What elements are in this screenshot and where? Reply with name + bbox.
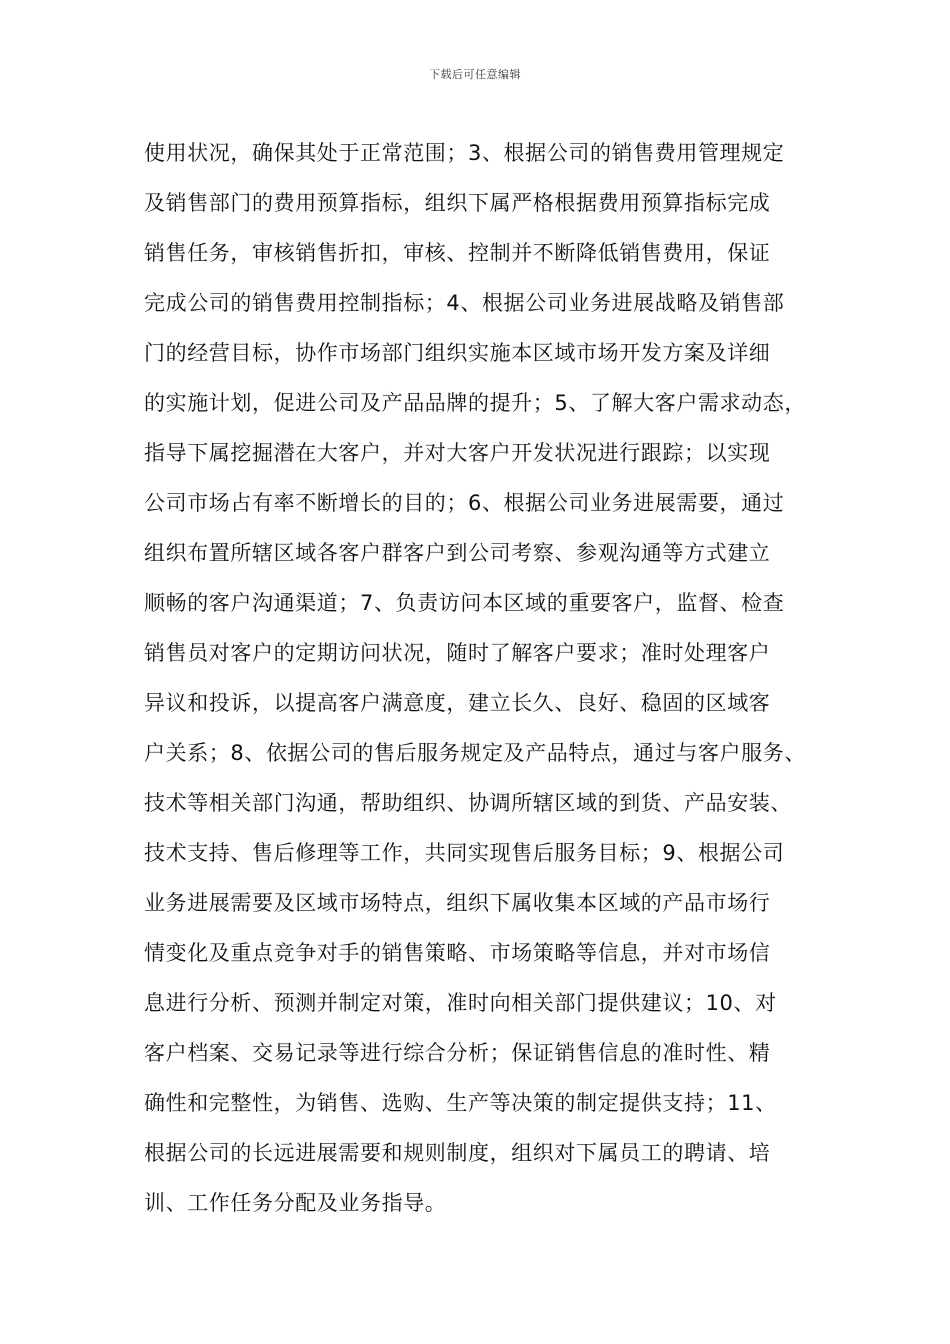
text-line: 技术支持、售后修理等工作，共同实现售后服务目标；9、根据公司 bbox=[144, 841, 785, 865]
text-line: 技术等相关部门沟通，帮助组织、协调所辖区域的到货、产品安装、 bbox=[144, 791, 792, 815]
text-line: 门的经营目标，协作市场部门组织实施本区域市场开发方案及详细 bbox=[144, 341, 771, 365]
text-line: 户关系；8、依据公司的售后服务规定及产品特点，通过与客户服务、 bbox=[144, 741, 806, 765]
text-line: 指导下属挖掘潜在大客户，并对大客户开发状况进行跟踪；以实现 bbox=[144, 441, 771, 465]
page-header: 下载后可任意编辑 bbox=[429, 68, 521, 81]
text-line: 完成公司的销售费用控制指标；4、根据公司业务进展战略及销售部 bbox=[144, 291, 785, 315]
text-line: 销售员对客户的定期访问状况，随时了解客户要求；准时处理客户 bbox=[144, 641, 771, 665]
text-line: 业务进展需要及区域市场特点，组织下属收集本区域的产品市场行 bbox=[144, 891, 771, 915]
text-line: 销售任务，审核销售折扣，审核、控制并不断降低销售费用，保证 bbox=[144, 241, 771, 265]
text-line: 及销售部门的费用预算指标，组织下属严格根据费用预算指标完成 bbox=[144, 191, 771, 215]
text-line: 根据公司的长远进展需要和规则制度，组织对下属员工的聘请、培 bbox=[144, 1141, 771, 1165]
text-line: 情变化及重点竞争对手的销售策略、市场策略等信息，并对市场信 bbox=[144, 941, 771, 965]
text-line: 的实施计划，促进公司及产品品牌的提升；5、了解大客户需求动态， bbox=[144, 391, 806, 415]
text-line: 顺畅的客户沟通渠道；7、负责访问本区域的重要客户，监督、检查 bbox=[144, 591, 785, 615]
text-line: 客户档案、交易记录等进行综合分析；保证销售信息的准时性、精 bbox=[144, 1041, 771, 1065]
text-line: 确性和完整性，为销售、选购、生产等决策的制定提供支持；11、 bbox=[144, 1091, 777, 1115]
text-line: 使用状况，确保其处于正常范围；3、根据公司的销售费用管理规定 bbox=[144, 141, 785, 165]
text-line: 异议和投诉，以提高客户满意度，建立长久、良好、稳固的区域客 bbox=[144, 691, 771, 715]
text-line: 公司市场占有率不断增长的目的；6、根据公司业务进展需要，通过 bbox=[144, 491, 785, 515]
text-line: 息进行分析、预测并制定对策，准时向相关部门提供建议；10、对 bbox=[144, 991, 777, 1015]
body-paragraph bbox=[144, 128, 834, 1228]
text-line: 训、工作任务分配及业务指导。 bbox=[144, 1191, 447, 1215]
text-line: 组织布置所辖区域各客户群客户到公司考察、参观沟通等方式建立 bbox=[144, 541, 771, 565]
